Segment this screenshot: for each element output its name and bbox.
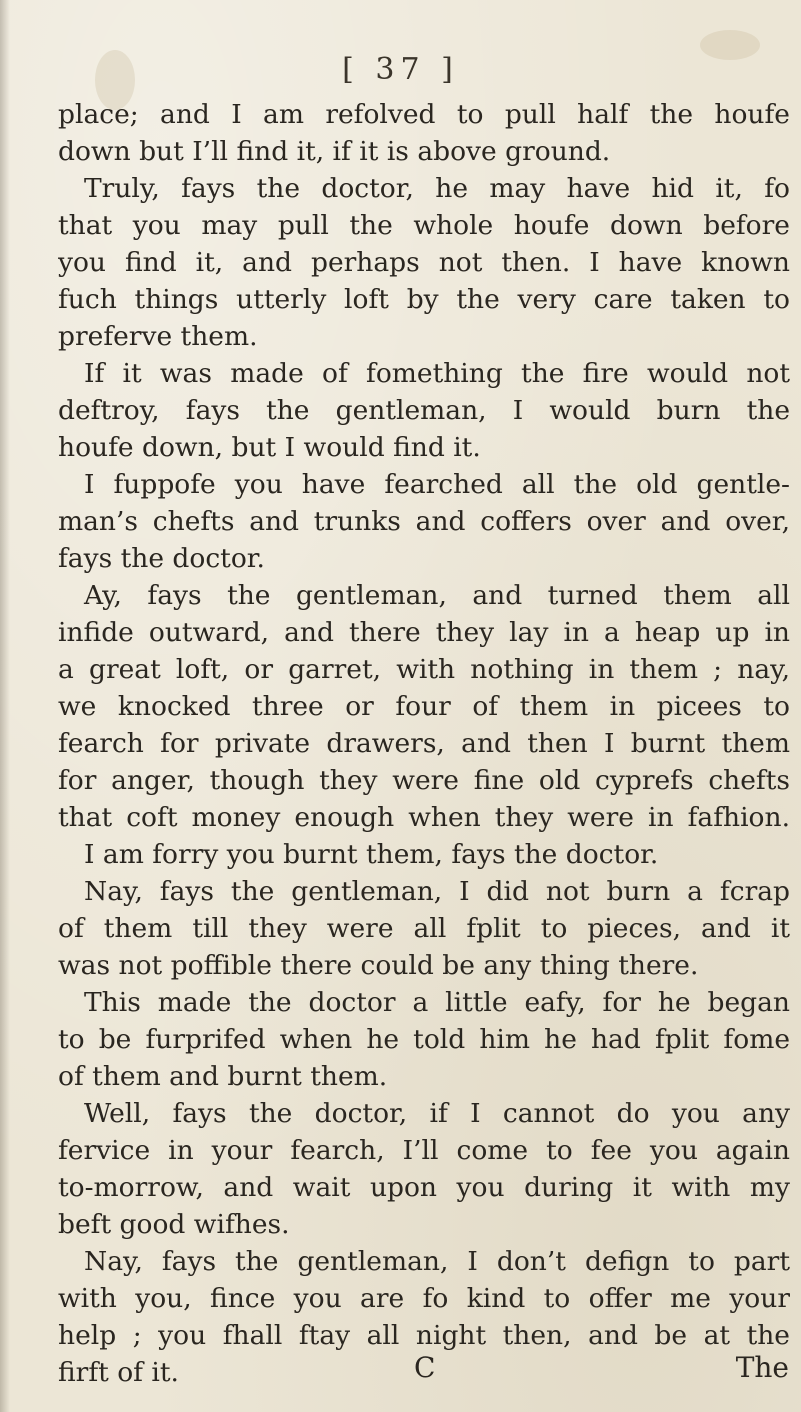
text-line: you find it, and perhaps not then. I have known: [58, 247, 790, 278]
text-line: a great loft, or garret, with nothing in them ; nay,: [58, 654, 790, 685]
text-line: If it was made of fomething the fire would not: [84, 358, 790, 389]
text-line: place; and I am refolved to pull half the houfe: [58, 99, 790, 130]
text-line: Well, fays the doctor, if I cannot do you any: [84, 1098, 790, 1129]
page-number: [ 37 ]: [342, 52, 459, 87]
catchword: The: [735, 1351, 789, 1384]
text-line: houfe down, but I would find it.: [58, 432, 481, 463]
text-line: deftroy, fays the gentleman, I would burn the: [58, 395, 790, 426]
text-line: Nay, fays the gentleman, I did not burn a fcrap: [84, 876, 790, 907]
text-line: that you may pull the whole houfe down before: [58, 210, 790, 241]
page-body-text: [58, 96, 790, 1391]
text-line: beft good wifhes.: [58, 1209, 290, 1240]
text-line: to be furprifed when he told him he had fplit fome: [58, 1024, 790, 1055]
page-gutter-shadow: [0, 0, 10, 1412]
text-line: Ay, fays the gentleman, and turned them all: [84, 580, 790, 611]
text-line: I am forry you burnt them, fays the doctor.: [84, 839, 659, 870]
text-line: man’s chefts and trunks and coffers over and over,: [58, 506, 790, 537]
text-line: fearch for private drawers, and then I burnt them: [58, 728, 790, 759]
text-line: was not poffible there could be any thing there.: [58, 950, 699, 981]
text-line: infide outward, and there they lay in a heap up in: [58, 617, 790, 648]
text-line: fervice in your fearch, I’ll come to fee you again: [58, 1135, 790, 1166]
text-line: down but I’ll find it, if it is above ground.: [58, 136, 611, 167]
text-line: help ; you fhall ftay all night then, and be at the: [58, 1320, 790, 1351]
text-line: we knocked three or four of them in picees to: [58, 691, 790, 722]
text-line: to-morrow, and wait upon you during it with my: [58, 1172, 790, 1203]
text-line: fuch things utterly loft by the very care taken to: [58, 284, 790, 315]
signature-mark: C: [414, 1351, 436, 1384]
text-line: This made the doctor a little eafy, for he began: [84, 987, 790, 1018]
text-line: for anger, though they were fine old cyprefs chefts: [58, 765, 790, 796]
text-line: preferve them.: [58, 321, 258, 352]
text-line: with you, fince you are fo kind to offer me your: [58, 1283, 790, 1314]
text-line: fays the doctor.: [58, 543, 265, 574]
text-line: firft of it.: [58, 1357, 179, 1388]
text-line: of them and burnt them.: [58, 1061, 388, 1092]
page-footer: [0, 1348, 801, 1388]
text-line: of them till they were all fplit to pieces, and it: [58, 913, 790, 944]
text-line: I fuppofe you have fearched all the old gentle-: [84, 469, 790, 500]
text-line: Truly, fays the doctor, he may have hid it, fo: [84, 173, 790, 204]
text-line: Nay, fays the gentleman, I don’t defign to part: [84, 1246, 790, 1277]
text-line: that coft money enough when they were in fafhion.: [58, 802, 790, 833]
